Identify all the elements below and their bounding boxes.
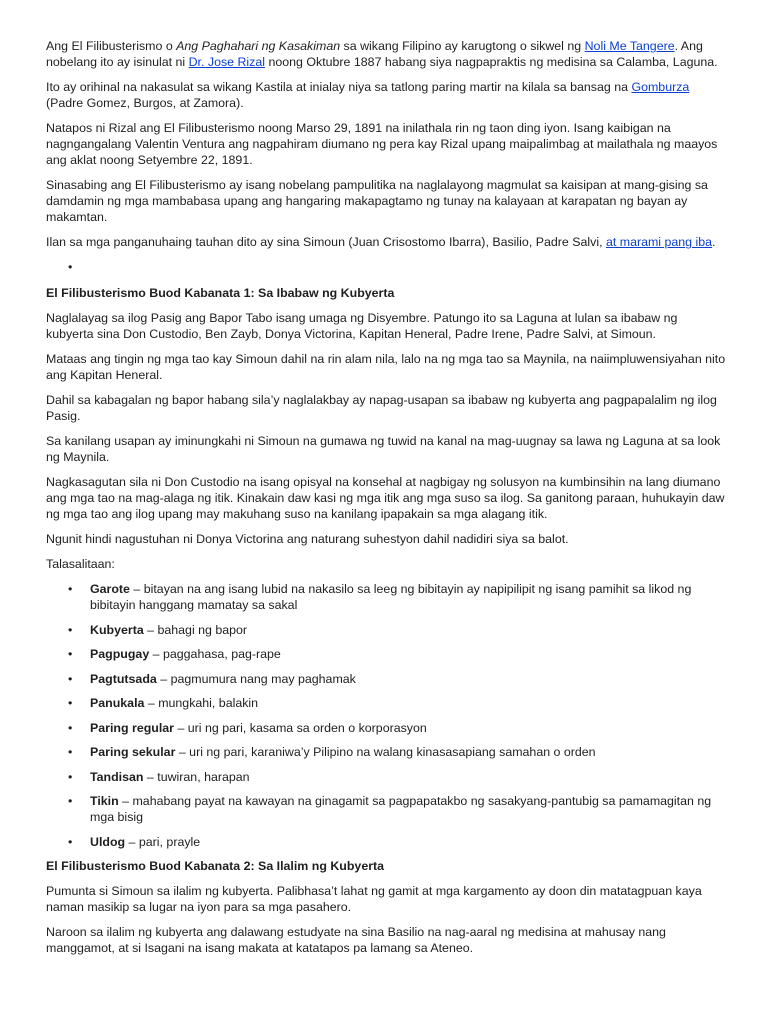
vocab-item (46, 744, 728, 760)
vocab-definition: – mahabang payat na kawayan na ginagamit sa pagpapatakbo ng sasakyang-pantubig sa pamamagitan ng mga bisig (90, 794, 712, 824)
chapter-1-paragraph: Nagkasagutan sila ni Don Custodio na isang opisyal na konsehal at nagbigay ng solusyon na kumbinsihin na lang diumano ang mga tao na mag-alaga ng itik. Kinakain daw kasi ng mga itik ang mga suso sa ilog. Sa ganitong paraan, huhukayin daw ng mga tao ang ilog upang may makuhang suso na kanilang ipapakain sa mga alagang itik. (46, 475, 725, 521)
bullet: • (68, 834, 73, 849)
vocabulary-list (46, 581, 728, 850)
chapter-2-heading: El Filibusterismo Buod Kabanata 2: Sa Ilalim ng Kubyerta (46, 859, 385, 873)
bullet: • (68, 647, 73, 661)
vocab-item (46, 622, 728, 638)
jose-rizal-link[interactable]: Dr. Jose Rizal (188, 55, 266, 69)
chapter-1-paragraph: Naglalayag sa ilog Pasig ang Bapor Tabo isang umaga ng Disyembre. Patungo ito sa Laguna at lulan sa ibabaw ng kubyerta sina Don Custodio, Ben Zayb, Donya Victorina, Kapitan Heneral, Padre Irene, Padre Salvi, at Simoun. (46, 311, 678, 341)
vocab-definition: – tuwiran, harapan (143, 769, 250, 784)
italic-title: Ang Paghahari ng Kasakiman (176, 39, 341, 53)
vocab-term: Garote (90, 582, 130, 596)
gomburza-link[interactable]: Gomburza (631, 80, 690, 94)
marami-pang-iba-link[interactable]: at marami pang iba (605, 235, 713, 249)
vocab-item (46, 581, 728, 613)
intro-paragraph-2 (46, 79, 728, 111)
noli-me-tangere-link[interactable]: Noli Me Tangere (584, 39, 675, 53)
text: . Ang nobelang ito ay isinulat ni (46, 39, 703, 69)
vocab-term: Tandisan (90, 769, 144, 784)
vocab-definition: – pari, prayle (125, 834, 201, 849)
vocab-definition: – uri ng pari, kasama sa orden o korporasyon (174, 720, 427, 735)
text: Ito ay orihinal na nakasulat sa wikang Kastila at inialay niya sa tatlong paring martir na kilala sa bansag na (46, 80, 632, 94)
vocab-definition: – paggahasa, pag-rape (149, 647, 281, 661)
vocab-term: Tikin (90, 794, 119, 808)
intro-paragraph-1 (46, 38, 728, 70)
bullet: • (68, 720, 73, 735)
intro-paragraph-5 (46, 234, 728, 250)
vocab-definition: – bahagi ng bapor (143, 622, 248, 637)
vocab-definition: – pagmumura nang may paghamak (156, 671, 356, 686)
vocab-item (46, 834, 728, 850)
bullet: • (68, 745, 73, 759)
empty-list-item (46, 259, 728, 277)
intro-paragraph-3: Natapos ni Rizal ang El Filibusterismo noong Marso 29, 1891 na inilathala rin ng taon ding iyon. Isang kaibigan na nagngangalang Valentin Ventura ang nagpahiram diumano ng pera kay Rizal upang maipalimbag at mailathala ng maayos ang aklat noong Setyembre 22, 1891. (46, 121, 718, 167)
vocab-term: Pagtutsada (90, 671, 157, 686)
vocab-item (46, 695, 728, 711)
vocab-item (46, 720, 728, 736)
text: sa wikang Filipino ay karugtong o sikwel ng (340, 39, 585, 53)
vocab-term: Paring sekular (90, 745, 176, 759)
bullet: • (68, 260, 73, 274)
chapter-1-paragraph: Ngunit hindi nagustuhan ni Donya Victorina ang naturang suhestyon dahil nadidiri siya sa balot. (46, 532, 569, 546)
vocab-item (46, 769, 728, 785)
bullet: • (68, 769, 73, 784)
vocab-item (46, 646, 728, 662)
chapter-2-paragraph: Naroon sa ilalim ng kubyerta ang dalawang estudyate na sina Basilio na nag-aaral ng medisina at mahusay nang manggamot, at si Isagani na isang makata at katatapos pa lamang sa Ateneo. (46, 925, 666, 955)
bullet: • (68, 622, 73, 637)
vocab-term: Panukala (90, 696, 145, 710)
vocab-definition: – bitayan na ang isang lubid na nakasilo sa leeg ng bibitayin ay napipilipit ng isang pamihit sa likod ng bibitayin hanggang mamatay sa sakal (90, 582, 692, 612)
talasalitaan-label: Talasalitaan: (46, 557, 115, 571)
chapter-1-paragraph: Mataas ang tingin ng mga tao kay Simoun dahil na rin alam nila, lalo na ng mga tao sa Maynila, na naiimpluwensiyahan nito ang Kapitan Heneral. (46, 352, 726, 382)
vocab-definition: – uri ng pari, karaniwa’y Pilipino na walang kinasasapiang samahan o orden (175, 745, 596, 759)
text: . (712, 235, 716, 249)
chapter-1-heading: El Filibusterismo Buod Kabanata 1: Sa Ibabaw ng Kubyerta (46, 286, 395, 300)
bullet: • (68, 671, 73, 686)
bullet: • (68, 696, 73, 710)
intro-paragraph-4: Sinasabing ang El Filibusterismo ay isang nobelang pampulitika na naglalayong magmulat sa kaisipan at mang-gising sa damdamin ng mga mambabasa upang ang hangaring makapagtamo ng tunay na kalayaan at karapatan ng bayan ay makamtan. (46, 178, 708, 224)
vocab-term: Pagpugay (90, 647, 150, 661)
vocab-item (46, 671, 728, 687)
text: Ilan sa mga panganuhaing tauhan dito ay sina Simoun (Juan Crisostomo Ibarra), Basilio, Padre Salvi, (46, 235, 606, 249)
vocab-definition: – mungkahi, balakin (144, 696, 259, 710)
chapter-1-paragraph: Sa kanilang usapan ay iminungkahi ni Simoun na gumawa ng tuwid na kanal na mag-uugnay sa lawa ng Laguna at sa look ng Maynila. (46, 434, 721, 464)
text: (Padre Gomez, Burgos, at Zamora). (46, 96, 244, 110)
vocab-term: Uldog (90, 834, 126, 849)
vocab-item (46, 793, 728, 825)
bullet: • (68, 794, 73, 808)
bullet: • (68, 582, 73, 596)
vocab-term: Kubyerta (90, 622, 144, 637)
chapter-2-paragraph: Pumunta si Simoun sa ilalim ng kubyerta. Palibhasa’t lahat ng gamit at mga kargamento ay doon din matatagpuan kaya naman masikip sa lugar na iyon para sa mga pasahero. (46, 884, 702, 914)
vocab-term: Paring regular (90, 720, 175, 735)
chapter-1-paragraph: Dahil sa kabagalan ng bapor habang sila’y naglalakbay ay napag-usapan sa ibabaw ng kubyerta ang pagpapalalim ng ilog Pasig. (46, 393, 717, 423)
text: Ang El Filibusterismo o (46, 39, 177, 53)
text: noong Oktubre 1887 habang siya nagpapraktis ng medisina sa Calamba, Laguna. (265, 55, 718, 69)
